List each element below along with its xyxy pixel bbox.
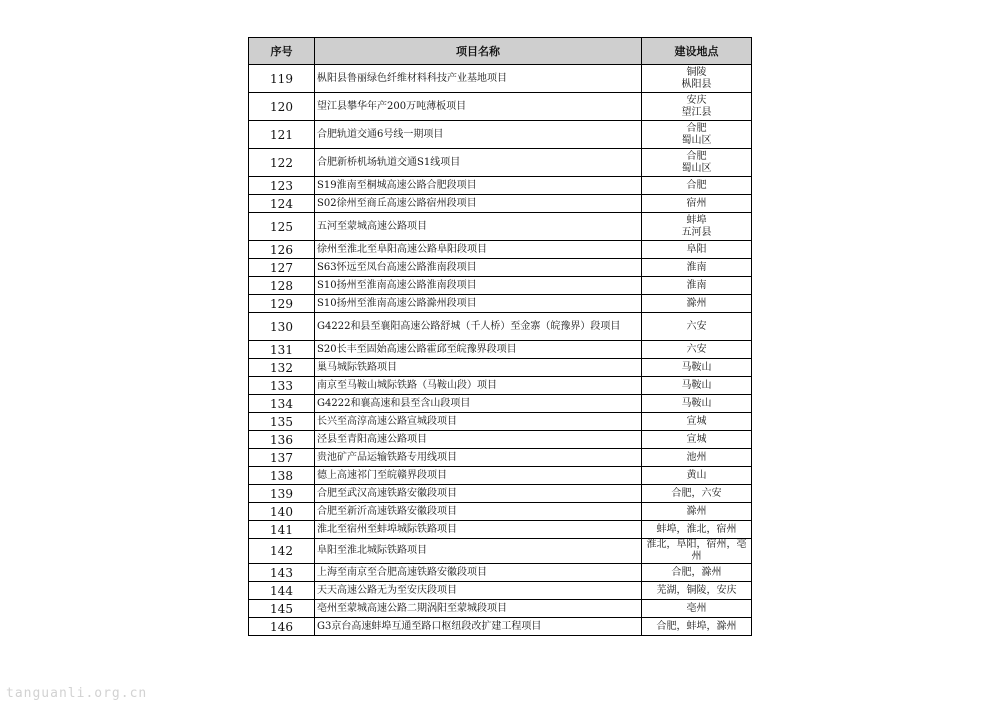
table-row <box>249 377 752 395</box>
row-location <box>642 341 752 359</box>
table-row <box>249 449 752 467</box>
row-location <box>642 564 752 582</box>
row-project-name: S10扬州至淮南高速公路滁州段项目 <box>315 295 642 313</box>
row-serial: 139 <box>249 485 315 503</box>
table-body <box>249 65 752 636</box>
location-line: 亳州 <box>686 602 707 614</box>
row-project-name: 望江县攀华年产200万吨薄板项目 <box>315 93 642 121</box>
row-project-name: 合肥轨道交通6号线一期项目 <box>315 121 642 149</box>
row-project-name: G4222和襄高速和县至含山段项目 <box>315 395 642 413</box>
table-row <box>249 177 752 195</box>
table-row <box>249 213 752 241</box>
project-table <box>248 37 752 636</box>
row-project-name: 巢马城际铁路项目 <box>315 359 642 377</box>
row-project-name: 南京至马鞍山城际铁路（马鞍山段）项目 <box>315 377 642 395</box>
table-row <box>249 259 752 277</box>
row-location <box>642 431 752 449</box>
row-location <box>642 485 752 503</box>
location-line: 望江县 <box>681 106 712 118</box>
row-project-name: 五河至蒙城高速公路项目 <box>315 213 642 241</box>
row-location <box>642 149 752 177</box>
row-serial: 135 <box>249 413 315 431</box>
row-location <box>642 313 752 341</box>
table-row <box>249 93 752 121</box>
row-serial: 126 <box>249 241 315 259</box>
location-line: 蚌埠，淮北，宿州 <box>656 523 737 535</box>
row-project-name: 枞阳县鲁丽绿色纤维材料科技产业基地项目 <box>315 65 642 93</box>
location-line: 宿州 <box>686 197 707 209</box>
row-location <box>642 449 752 467</box>
table-row <box>249 503 752 521</box>
row-location <box>642 177 752 195</box>
row-project-name: S19淮南至桐城高速公路合肥段项目 <box>315 177 642 195</box>
row-location <box>642 377 752 395</box>
location-line: 黄山 <box>686 469 707 481</box>
location-line: 蚌埠 <box>686 214 707 226</box>
row-project-name: 泾县至青阳高速公路项目 <box>315 431 642 449</box>
row-project-name: 贵池矿产品运输铁路专用线项目 <box>315 449 642 467</box>
location-line: 阜阳 <box>686 243 707 255</box>
row-location <box>642 195 752 213</box>
row-serial: 127 <box>249 259 315 277</box>
location-line: 宣城 <box>686 415 707 427</box>
watermark-text: tanguanli.org.cn <box>6 686 148 701</box>
table-row <box>249 395 752 413</box>
row-serial: 119 <box>249 65 315 93</box>
row-project-name: 亳州至蒙城高速公路二期涡阳至蒙城段项目 <box>315 600 642 618</box>
location-line: 合肥，六安 <box>671 487 722 499</box>
location-line: 淮南 <box>686 261 707 273</box>
row-location <box>642 241 752 259</box>
row-serial: 133 <box>249 377 315 395</box>
location-line: 马鞍山 <box>681 379 712 391</box>
table-row <box>249 149 752 177</box>
row-project-name: G3京台高速蚌埠互通至路口枢纽段改扩建工程项目 <box>315 618 642 636</box>
location-line: 蜀山区 <box>681 162 712 174</box>
row-location <box>642 295 752 313</box>
row-serial: 146 <box>249 618 315 636</box>
table-row <box>249 539 752 564</box>
row-project-name: 合肥至武汉高速铁路安徽段项目 <box>315 485 642 503</box>
header-project-name: 项目名称 <box>315 38 642 65</box>
row-serial: 145 <box>249 600 315 618</box>
row-serial: 140 <box>249 503 315 521</box>
table-row <box>249 277 752 295</box>
row-serial: 120 <box>249 93 315 121</box>
row-serial: 134 <box>249 395 315 413</box>
row-project-name: 淮北至宿州至蚌埠城际铁路项目 <box>315 521 642 539</box>
row-project-name: S20长丰至固始高速公路霍邱至皖豫界段项目 <box>315 341 642 359</box>
location-line: 淮北，阜阳，宿州，亳州 <box>646 539 747 562</box>
row-serial: 124 <box>249 195 315 213</box>
row-serial: 138 <box>249 467 315 485</box>
location-line: 宣城 <box>686 433 707 445</box>
row-serial: 129 <box>249 295 315 313</box>
row-location <box>642 395 752 413</box>
location-line: 马鞍山 <box>681 397 712 409</box>
row-serial: 131 <box>249 341 315 359</box>
row-location <box>642 618 752 636</box>
location-line: 滁州 <box>686 505 707 517</box>
row-serial: 125 <box>249 213 315 241</box>
row-project-name: S63怀远至凤台高速公路淮南段项目 <box>315 259 642 277</box>
location-line: 马鞍山 <box>681 361 712 373</box>
row-location <box>642 503 752 521</box>
location-line: 蜀山区 <box>681 134 712 146</box>
row-location <box>642 93 752 121</box>
row-serial: 143 <box>249 564 315 582</box>
row-location <box>642 359 752 377</box>
row-project-name: G4222和县至襄阳高速公路舒城（千人桥）至金寨（皖豫界）段项目 <box>315 313 642 341</box>
row-location <box>642 259 752 277</box>
location-line: 合肥，蚌埠，滁州 <box>656 620 737 632</box>
table-row <box>249 313 752 341</box>
row-serial: 141 <box>249 521 315 539</box>
location-line: 六安 <box>686 343 707 355</box>
row-serial: 137 <box>249 449 315 467</box>
table-row <box>249 600 752 618</box>
location-line: 安庆 <box>686 94 707 106</box>
location-line: 合肥 <box>686 150 707 162</box>
table-row <box>249 564 752 582</box>
location-line: 合肥，滁州 <box>671 566 722 578</box>
table-row <box>249 195 752 213</box>
location-line: 六安 <box>686 320 707 332</box>
row-serial: 142 <box>249 539 315 564</box>
location-line: 五河县 <box>681 226 712 238</box>
header-serial: 序号 <box>249 38 315 65</box>
location-line: 滁州 <box>686 297 707 309</box>
table-row <box>249 485 752 503</box>
row-serial: 123 <box>249 177 315 195</box>
row-location <box>642 277 752 295</box>
row-serial: 130 <box>249 313 315 341</box>
row-project-name: 长兴至高淳高速公路宣城段项目 <box>315 413 642 431</box>
row-project-name: S10扬州至淮南高速公路淮南段项目 <box>315 277 642 295</box>
row-project-name: 上海至南京至合肥高速铁路安徽段项目 <box>315 564 642 582</box>
row-project-name: 合肥至新沂高速铁路安徽段项目 <box>315 503 642 521</box>
row-project-name: 阜阳至淮北城际铁路项目 <box>315 539 642 564</box>
row-serial: 128 <box>249 277 315 295</box>
row-location <box>642 65 752 93</box>
row-project-name: S02徐州至商丘高速公路宿州段项目 <box>315 195 642 213</box>
row-location <box>642 539 752 564</box>
table-header <box>249 38 752 65</box>
row-location <box>642 121 752 149</box>
table-row <box>249 431 752 449</box>
row-location <box>642 213 752 241</box>
table-row <box>249 467 752 485</box>
table-row <box>249 121 752 149</box>
row-project-name: 合肥新桥机场轨道交通S1线项目 <box>315 149 642 177</box>
row-location <box>642 467 752 485</box>
row-location <box>642 413 752 431</box>
row-location <box>642 582 752 600</box>
row-serial: 122 <box>249 149 315 177</box>
location-line: 铜陵 <box>686 66 707 78</box>
row-project-name: 天天高速公路无为至安庆段项目 <box>315 582 642 600</box>
location-line: 合肥 <box>686 122 707 134</box>
table-row <box>249 582 752 600</box>
table-row <box>249 65 752 93</box>
location-line: 枞阳县 <box>681 78 712 90</box>
location-line: 芜湖，铜陵，安庆 <box>656 584 737 596</box>
row-project-name: 德上高速祁门至皖赣界段项目 <box>315 467 642 485</box>
table-row <box>249 241 752 259</box>
location-line: 池州 <box>686 451 707 463</box>
location-line: 合肥 <box>686 179 707 191</box>
row-serial: 132 <box>249 359 315 377</box>
row-project-name: 徐州至淮北至阜阳高速公路阜阳段项目 <box>315 241 642 259</box>
table-row <box>249 341 752 359</box>
header-location: 建设地点 <box>642 38 752 65</box>
row-location <box>642 600 752 618</box>
row-serial: 144 <box>249 582 315 600</box>
row-serial: 136 <box>249 431 315 449</box>
location-line: 淮南 <box>686 279 707 291</box>
table-row <box>249 359 752 377</box>
table-row <box>249 413 752 431</box>
table-row <box>249 618 752 636</box>
row-location <box>642 521 752 539</box>
table-row <box>249 521 752 539</box>
table-row <box>249 295 752 313</box>
row-serial: 121 <box>249 121 315 149</box>
